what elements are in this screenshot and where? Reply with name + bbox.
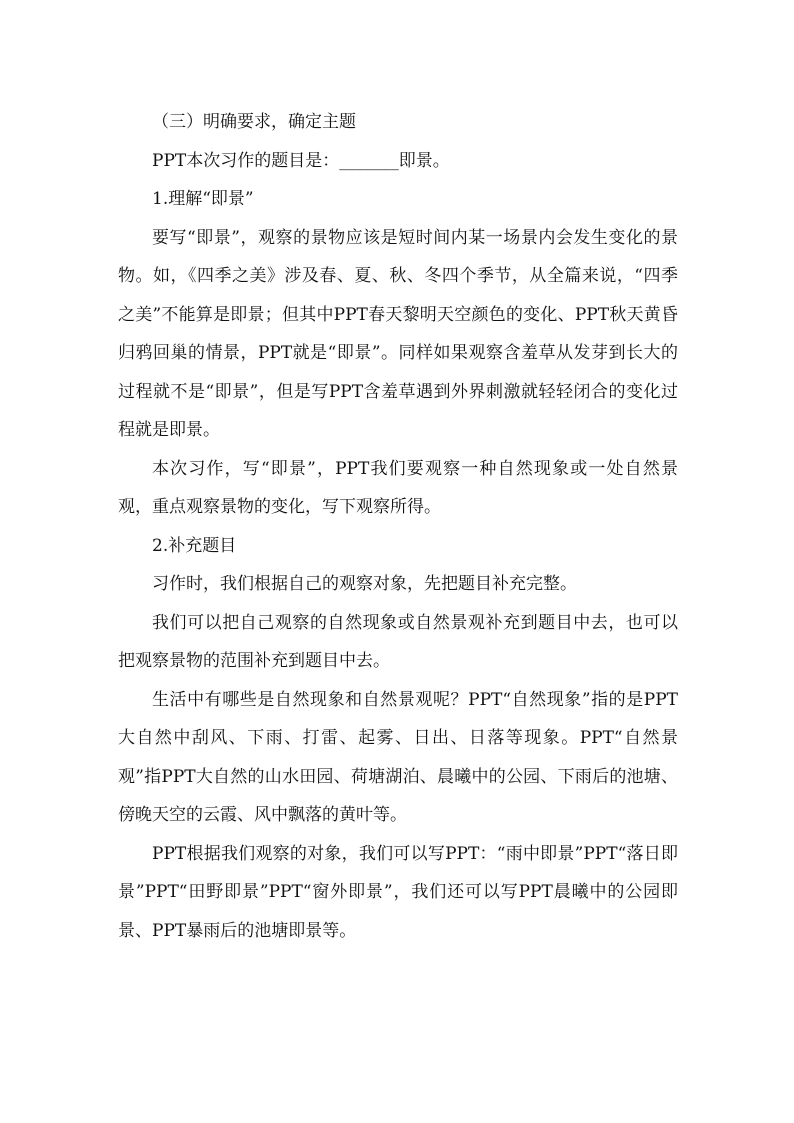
paragraph-examples: 生活中有哪些是自然现象和自然景观呢？PPT“自然现象”指的是PPT大自然中刮风、下雨、打雷、起雾、日出、日落等现象。PPT“自然景观”指PPT大自然的山水田园、荷塘湖泊、晨曦中的公园、下雨后的池塘、傍晚天空的云霞、风中飘落的黄叶等。	[118, 689, 678, 825]
document-body	[118, 103, 678, 950]
section-heading: （三）明确要求，确定主题	[152, 112, 356, 132]
paragraph-title-examples: PPT根据我们观察的对象，我们可以写PPT：“雨中即景”PPT“落日即景”PPT“田野即景”PPT“窗外即景”，我们还可以写PPT晨曦中的公园即景、PPT暴雨后的池塘即景等。	[118, 843, 678, 941]
paragraph-requirement: 本次习作，写“即景”，PPT我们要观察一种自然现象或一处自然景观，重点观察景物的变化，写下观察所得。	[118, 458, 678, 517]
paragraph-method: 我们可以把自己观察的自然现象或自然景观补充到题目中去，也可以把观察景物的范围补充到题目中去。	[118, 612, 678, 671]
paragraph-topic: PPT本次习作的题目是：_______即景。	[152, 150, 450, 171]
subheading-complete-title: 2.补充题目	[152, 535, 237, 556]
subheading-understand: 1.理解“即景”	[152, 189, 254, 209]
paragraph-instruction: 习作时，我们根据自己的观察对象，先把题目补充完整。	[152, 574, 577, 594]
paragraph-explanation: 要写“即景”，观察的景物应该是短时间内某一场景内会发生变化的景物。如，《四季之美》涉及春、夏、秋、冬四个季节，从全篇来说，“四季之美”不能算是即景；但其中PPT春天黎明天空颜色的变化、PPT秋天黄昏归鸦回巢的情景，PPT就是“即景”。同样如果观察含羞草从发芽到长大的过程就不是“即景”，但是写PPT含羞草遇到外界刺激就轻轻闭合的变化过程就是即景。	[118, 227, 678, 440]
